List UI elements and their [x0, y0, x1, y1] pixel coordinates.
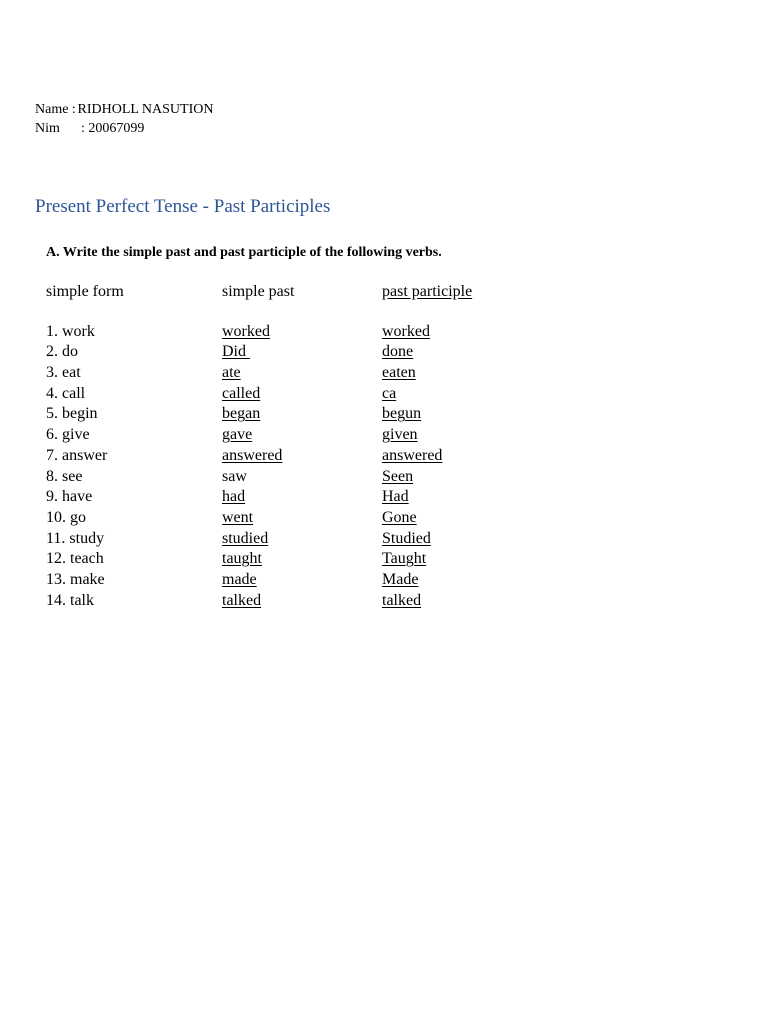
- verb-past-participle: begun: [382, 405, 422, 423]
- verb-past-participle: ca: [382, 384, 397, 402]
- verb-past-participle: worked: [382, 322, 430, 340]
- verb-simple-past: worked: [222, 322, 270, 340]
- verb-simple-form: 12. teach: [46, 550, 104, 568]
- nim-label: Nim: [35, 121, 60, 136]
- verb-simple-past: began: [222, 405, 261, 423]
- header-simple-past: simple past: [222, 283, 295, 300]
- table-header: [46, 282, 522, 303]
- nim-line: [35, 119, 213, 138]
- verb-simple-form: 4. call: [46, 384, 86, 402]
- table-row: [46, 487, 522, 508]
- verb-simple-form: 6. give: [46, 426, 90, 444]
- verb-past-participle: Had: [382, 488, 409, 506]
- verb-past-participle: given: [382, 426, 418, 444]
- table-row: [46, 363, 522, 384]
- verb-past-participle: answered: [382, 446, 443, 464]
- verb-past-participle: Seen: [382, 467, 414, 485]
- verb-past-participle: Made: [382, 570, 419, 588]
- table-row: [46, 404, 522, 425]
- table-row: [46, 467, 522, 488]
- table-row: [46, 529, 522, 550]
- header-past-participle: past participle: [382, 283, 473, 300]
- header-simple-form: simple form: [46, 283, 124, 300]
- verb-table: [46, 282, 522, 611]
- table-row: [46, 591, 522, 612]
- verb-simple-past: taught: [222, 550, 262, 568]
- verb-past-participle: Gone: [382, 508, 417, 526]
- table-row: [46, 446, 522, 467]
- table-row: [46, 425, 522, 446]
- verb-simple-form: 10. go: [46, 508, 86, 526]
- verb-past-participle: eaten: [382, 364, 416, 382]
- verb-simple-form: 14. talk: [46, 591, 94, 609]
- table-row: [46, 508, 522, 529]
- student-info: [35, 100, 213, 138]
- verb-simple-past: made: [222, 570, 257, 588]
- verb-simple-past: Did: [222, 343, 250, 361]
- verb-simple-past: called: [222, 384, 261, 402]
- verb-simple-form: 9. have: [46, 488, 93, 506]
- verb-past-participle: talked: [382, 591, 422, 609]
- verb-simple-form: 11. study: [46, 529, 105, 547]
- verb-simple-past: ate: [222, 364, 241, 382]
- verb-simple-form: 1. work: [46, 322, 95, 340]
- verb-simple-past: studied: [222, 529, 269, 547]
- name-label: Name :: [35, 102, 76, 117]
- verb-simple-past: saw: [222, 467, 247, 485]
- table-row: [46, 342, 522, 363]
- nim-value: : 20067099: [74, 121, 145, 136]
- exercise-instruction: A. Write the simple past and past participle of the following verbs.: [46, 245, 442, 260]
- verb-simple-form: 13. make: [46, 570, 105, 588]
- verb-simple-form: 8. see: [46, 467, 83, 485]
- verb-simple-form: 2. do: [46, 343, 78, 361]
- verb-simple-past: went: [222, 508, 254, 526]
- verb-past-participle: done: [382, 343, 414, 361]
- verb-simple-past: had: [222, 488, 246, 506]
- verb-past-participle: Studied: [382, 529, 431, 547]
- verb-simple-form: 3. eat: [46, 364, 81, 382]
- page-title: Present Perfect Tense - Past Participles: [35, 196, 331, 217]
- verb-simple-form: 7. answer: [46, 446, 108, 464]
- name-line: [35, 100, 213, 119]
- table-row: [46, 322, 522, 343]
- table-row: [46, 384, 522, 405]
- table-row: [46, 570, 522, 591]
- verb-simple-form: 5. begin: [46, 405, 98, 423]
- name-value: RIDHOLL NASUTION: [74, 102, 214, 117]
- verb-simple-past: gave: [222, 426, 253, 444]
- verb-simple-past: answered: [222, 446, 283, 464]
- table-row: [46, 549, 522, 570]
- verb-simple-past: talked: [222, 591, 262, 609]
- verb-past-participle: Taught: [382, 550, 427, 568]
